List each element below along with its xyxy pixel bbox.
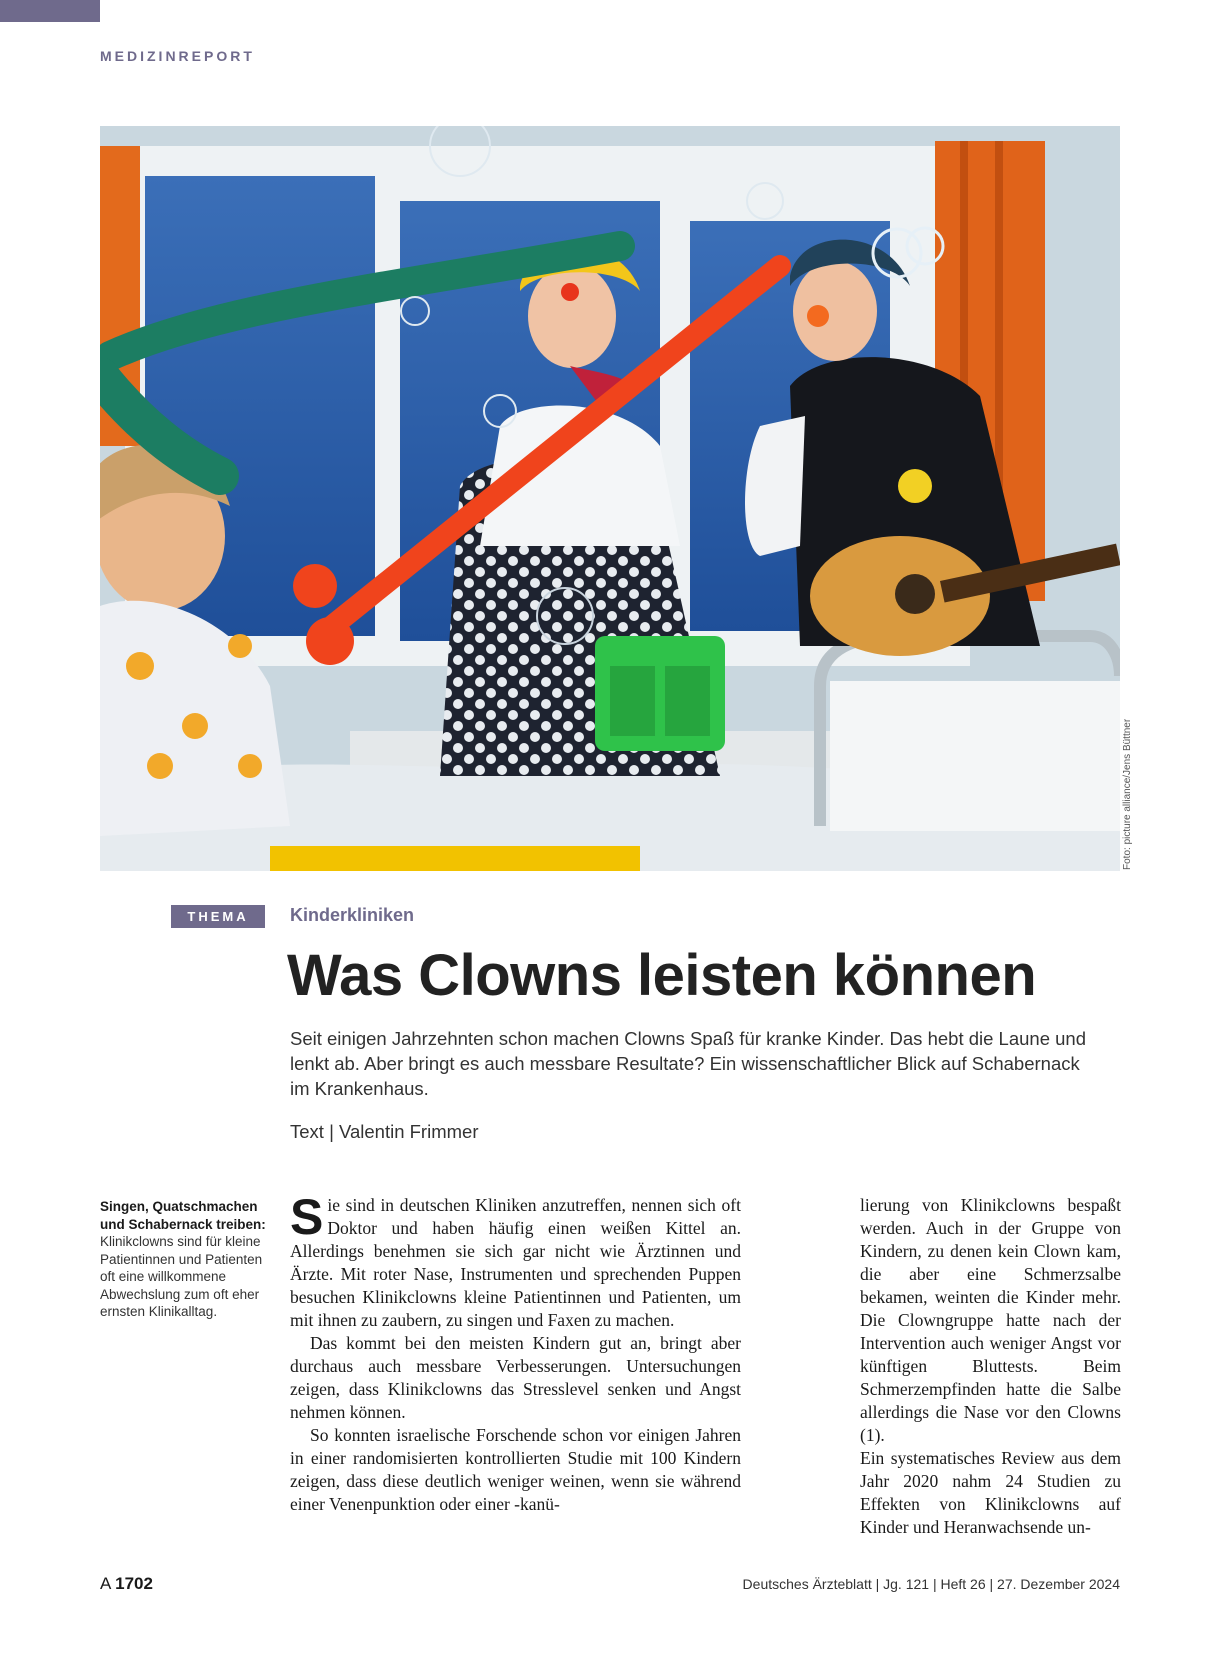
caption-text: Klinikclowns sind für kleine Patientinnen und Patienten oft eine willkommene Abwechslung zum oft eher ernsten Klinikalltag. — [100, 1234, 263, 1319]
clowns-hospital-photo — [100, 126, 1120, 871]
photo-credit: Foto: picture alliance/Jens Büttner — [1122, 718, 1133, 870]
body-paragraph: lierung von Klinikclowns bespaßt werden. Auch in der Gruppe von Kindern, zu denen kein Clown kam, die aber eine Schmerzsalbe bekamen, weinten die Kinder mehr. Die Clowngruppe hatte nach der Intervention auch weniger Angst vor künftigen Bluttests. Beim Schmerzempfinden hatte die Salbe allerdings die Nase vor den Clowns (1). — [860, 1195, 1121, 1445]
body-text: ie sind in deutschen Kliniken anzutreffen, nennen sich oft Doktor und haben häufig einen weißen Kittel an. Allerdings benehmen sie sich gar nicht wie Ärztinnen und Ärzte. Mit roter Nase, Instrumenten und sprechenden Puppen besuchen Klinikclowns kleine Patientinnen und Patienten, um mit ihnen zu zaubern, zu singen und Faxen zu machen. — [290, 1195, 741, 1330]
body-paragraph: So konnten israelische Forschende schon vor einigen Jahren in einer randomisierten kontrollierten Studie mit 100 Kindern zeigen, dass diese deutlich weniger weinen, wenn sie während einer Venenpunktion oder einer -kanü- — [290, 1425, 741, 1514]
page-number-value: 1702 — [115, 1574, 153, 1593]
article-byline: Text | Valentin Frimmer — [290, 1121, 479, 1142]
caption-heading: Singen, Quatschmachen und Schabernack treiben: — [100, 1199, 266, 1232]
page-prefix: A — [100, 1574, 111, 1593]
page-number — [100, 1574, 153, 1594]
photo-caption — [100, 1198, 270, 1321]
thema-badge: THEMA — [171, 905, 265, 928]
body-paragraph: Das kommt bei den meisten Kindern gut an, bringt aber durchaus auch messbare Verbesserungen. Untersuchungen zeigen, dass Klinikclowns das Stresslevel senken und Angst nehmen können. — [290, 1333, 741, 1422]
section-tab-marker — [0, 0, 100, 22]
article-lead: Seit einigen Jahrzehnten schon machen Clowns Spaß für kranke Kinder. Das hebt die Laune und lenkt ab. Aber bringt es auch messbare Resultate? Ein wissenschaftlicher Blick auf Schabernack im Krankenhaus. — [290, 1028, 1086, 1099]
article-headline: Was Clowns leisten können — [287, 943, 1037, 1008]
body-paragraph: Ein systematisches Review aus dem Jahr 2020 nahm 24 Studien zu Effekten von Klinikclowns auf Kinder und Heranwachsende un- — [860, 1448, 1121, 1537]
article-kicker: Kinderkliniken — [290, 905, 415, 925]
body-column-1 — [290, 1189, 741, 1516]
body-paragraph — [290, 1189, 741, 1332]
article-photo — [100, 126, 1120, 871]
section-label: MEDIZINREPORT — [100, 48, 255, 64]
body-column-2 — [860, 1194, 1121, 1539]
journal-info: Deutsches Ärzteblatt | Jg. 121 | Heft 26 | 27. Dezember 2024 — [742, 1576, 1120, 1592]
drop-cap: S — [290, 1189, 324, 1245]
